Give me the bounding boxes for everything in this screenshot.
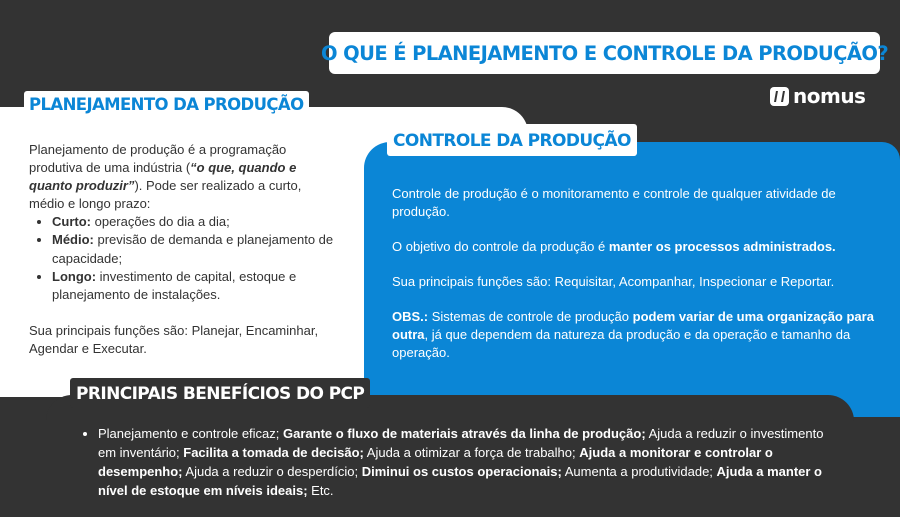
list-item: • Longo: investimento de capital, estoque e planejamento de instalações.	[52, 268, 339, 304]
planning-content	[29, 141, 339, 358]
benefits-list-item: • Planejamento e controle eficaz; Garante o fluxo de materiais através da linha de produção; Ajuda a reduzir o investimento em inventário; Facilita a tomada de decisão; Ajuda a otimizar a força de trabalho; Ajuda a monitorar e controlar o desempenho; Ajuda a reduzir o desperdício; Diminui os custos operacionais; Aumenta a produtividade; Ajuda a manter o nível de estoque em níveis ideais; Etc.	[98, 424, 838, 500]
control-functions: Sua principais funções são: Requisitar, Acompanhar, Inspecionar e Reportar.	[392, 274, 835, 289]
page-title-box	[320, 32, 889, 74]
planning-term-list	[29, 213, 339, 303]
list-item: • Médio: previsão de demanda e planejamento de capacidade;	[52, 231, 339, 267]
logo-text: nomus	[793, 84, 866, 108]
control-definition: Controle de produção é o monitoramento e controle de qualquer atividade de produção.	[392, 186, 836, 219]
control-note: OBS.: Sistemas de controle de produção podem variar de uma organização para outra, já que dependem da natureza da produção e da operação e tamanho da operação.	[392, 309, 874, 360]
control-content	[392, 185, 877, 379]
planning-intro: Planejamento de produção é a programação produtiva de uma indústria (“o que, quando e quanto produzir”). Pode ser realizado a curto, médio e longo prazo:	[29, 142, 302, 212]
planning-intro-italic: “o que, quando e quanto produzir”	[29, 160, 297, 194]
control-heading: CONTROLE DA PRODUÇÃO	[387, 124, 637, 156]
control-objective: O objetivo do controle da produção é manter os processos administrados.	[392, 239, 836, 254]
nomus-logo-icon	[770, 87, 789, 106]
page-title: O QUE É PLANEJAMENTO E CONTROLE DA PRODUÇÃO?	[320, 41, 889, 65]
benefits-list	[78, 424, 838, 500]
list-item: • Curto: operações do dia a dia;	[52, 213, 339, 231]
planning-functions: Sua principais funções são: Planejar, Encaminhar, Agendar e Executar.	[29, 322, 319, 356]
benefits-heading: PRINCIPAIS BENEFÍCIOS DO PCP	[70, 378, 370, 408]
benefits-content	[78, 424, 838, 500]
planning-heading: PLANEJAMENTO DA PRODUÇÃO	[24, 91, 309, 119]
nomus-logo	[770, 84, 865, 108]
